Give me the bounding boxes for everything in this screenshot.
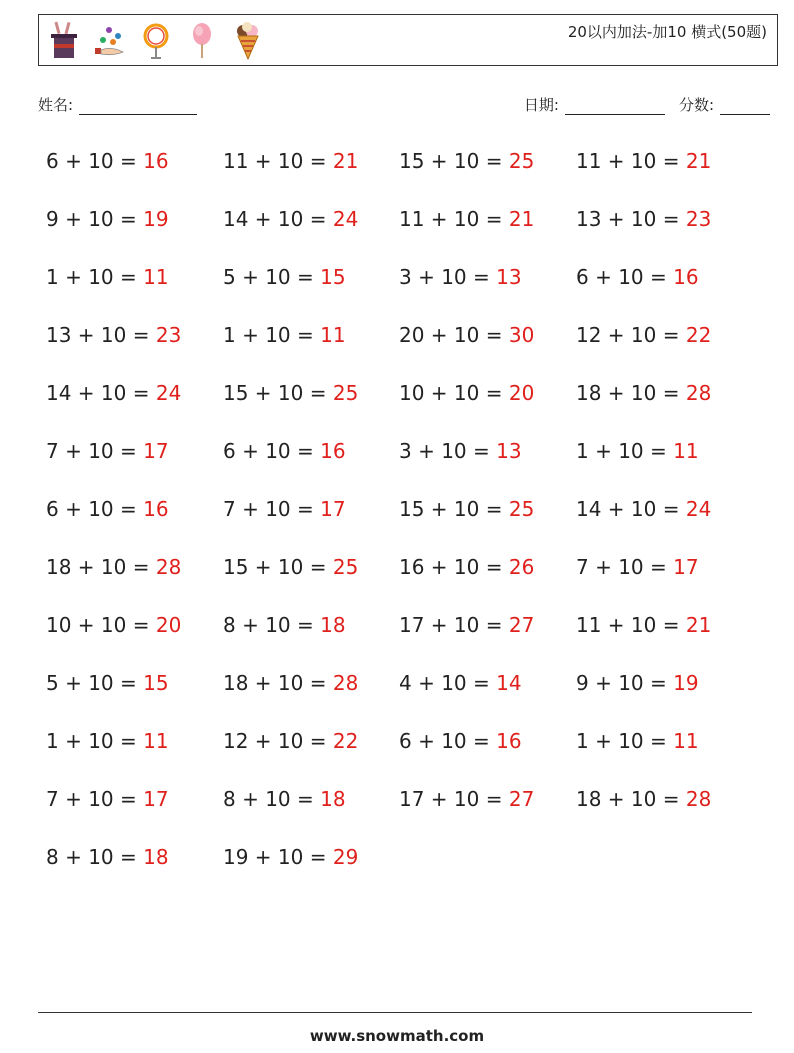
problem-answer: 26 (508, 555, 535, 579)
problem-item (399, 491, 534, 527)
date-score-fields (524, 94, 770, 115)
problem-item (223, 491, 346, 527)
problem-item (46, 375, 181, 411)
problem-item (576, 433, 699, 469)
problem-question: 17 + 10 = (399, 787, 509, 811)
problem-question: 17 + 10 = (399, 613, 509, 637)
problem-question: 7 + 10 = (576, 555, 674, 579)
problem-item (399, 201, 534, 237)
problem-question: 1 + 10 = (223, 323, 321, 347)
problem-answer: 17 (320, 497, 346, 521)
problem-question: 3 + 10 = (399, 265, 497, 289)
problem-question: 13 + 10 = (46, 323, 156, 347)
problem-answer: 29 (332, 845, 359, 869)
problem-row (46, 549, 766, 607)
problem-answer: 25 (508, 497, 535, 521)
fire-ring-icon (139, 20, 173, 62)
problem-answer: 13 (496, 265, 522, 289)
problem-item (46, 665, 169, 701)
problem-question: 4 + 10 = (399, 671, 497, 695)
problem-answer: 28 (685, 381, 712, 405)
problem-item (46, 491, 169, 527)
problem-item (46, 549, 181, 585)
problem-question: 14 + 10 = (223, 207, 333, 231)
problem-question: 3 + 10 = (399, 439, 497, 463)
problem-answer: 21 (332, 149, 359, 173)
name-blank-line (79, 98, 197, 115)
problem-item (399, 665, 522, 701)
problem-answer: 11 (673, 439, 699, 463)
problem-answer: 15 (320, 265, 346, 289)
problem-item (223, 665, 358, 701)
problem-item (399, 317, 534, 353)
problem-item (46, 607, 181, 643)
problem-item (46, 723, 169, 759)
problem-answer: 24 (685, 497, 712, 521)
problem-answer: 18 (320, 613, 346, 637)
problem-question: 5 + 10 = (223, 265, 321, 289)
problem-row (46, 491, 766, 549)
problem-answer: 27 (508, 613, 535, 637)
problem-answer: 25 (508, 149, 535, 173)
problem-question: 18 + 10 = (46, 555, 156, 579)
problem-row (46, 723, 766, 781)
problem-answer: 22 (685, 323, 712, 347)
problem-question: 19 + 10 = (223, 845, 333, 869)
problem-question: 7 + 10 = (46, 787, 144, 811)
problem-question: 1 + 10 = (46, 265, 144, 289)
cotton-candy-icon (185, 20, 219, 62)
problem-item (223, 781, 346, 817)
problem-answer: 28 (685, 787, 712, 811)
problem-row (46, 317, 766, 375)
problem-question: 7 + 10 = (46, 439, 144, 463)
problem-item (46, 781, 169, 817)
problem-row (46, 607, 766, 665)
problem-answer: 23 (155, 323, 182, 347)
problem-item (576, 375, 711, 411)
problem-item (223, 607, 346, 643)
problem-answer: 11 (143, 729, 169, 753)
problem-item (46, 201, 169, 237)
problem-item (399, 723, 522, 759)
problem-question: 8 + 10 = (46, 845, 144, 869)
problem-answer: 23 (685, 207, 712, 231)
problem-answer: 16 (673, 265, 699, 289)
problem-item (576, 201, 711, 237)
problem-item (46, 317, 181, 353)
problem-answer: 16 (143, 497, 169, 521)
problem-question: 6 + 10 = (223, 439, 321, 463)
problem-question: 9 + 10 = (46, 207, 144, 231)
problem-answer: 17 (673, 555, 699, 579)
problem-answer: 17 (143, 439, 169, 463)
problem-answer: 11 (673, 729, 699, 753)
problem-item (576, 143, 711, 179)
problem-question: 6 + 10 = (46, 149, 144, 173)
problem-question: 14 + 10 = (576, 497, 686, 521)
problem-item (576, 317, 711, 353)
worksheet-title: 20以内加法-加10 横式(50题) (567, 23, 767, 41)
problem-question: 11 + 10 = (576, 613, 686, 637)
problem-question: 6 + 10 = (576, 265, 674, 289)
problem-item (576, 491, 711, 527)
score-blank-line (720, 98, 770, 115)
problem-answer: 17 (143, 787, 169, 811)
problem-item (576, 607, 711, 643)
problem-item (576, 665, 699, 701)
problem-answer: 21 (508, 207, 535, 231)
problem-row (46, 665, 766, 723)
problem-question: 8 + 10 = (223, 613, 321, 637)
problem-question: 15 + 10 = (223, 555, 333, 579)
problem-answer: 30 (508, 323, 535, 347)
problem-answer: 19 (673, 671, 699, 695)
problem-answer: 22 (332, 729, 359, 753)
problem-question: 15 + 10 = (223, 381, 333, 405)
problem-item (399, 259, 522, 295)
problem-item (46, 143, 169, 179)
problem-answer: 21 (685, 149, 712, 173)
problem-question: 18 + 10 = (223, 671, 333, 695)
problem-answer: 13 (496, 439, 522, 463)
problem-item (576, 723, 699, 759)
problem-answer: 11 (320, 323, 346, 347)
worksheet-header (38, 14, 778, 66)
problem-question: 8 + 10 = (223, 787, 321, 811)
problem-question: 16 + 10 = (399, 555, 509, 579)
problem-item (223, 549, 358, 585)
problem-answer: 11 (143, 265, 169, 289)
problem-item (223, 723, 358, 759)
score-label: 分数: (678, 96, 714, 114)
problem-question: 14 + 10 = (46, 381, 156, 405)
problem-item (46, 433, 169, 469)
problem-answer: 18 (320, 787, 346, 811)
problem-item (399, 433, 522, 469)
problem-answer: 16 (143, 149, 169, 173)
problem-item (46, 839, 169, 875)
problem-question: 11 + 10 = (223, 149, 333, 173)
problem-answer: 16 (496, 729, 522, 753)
problem-item (223, 433, 346, 469)
footer-divider (38, 1012, 752, 1013)
problem-question: 10 + 10 = (46, 613, 156, 637)
problem-answer: 24 (332, 207, 359, 231)
problem-answer: 16 (320, 439, 346, 463)
problem-row (46, 781, 766, 839)
problem-question: 1 + 10 = (576, 439, 674, 463)
problem-answer: 18 (143, 845, 169, 869)
problem-item (399, 549, 534, 585)
problem-question: 12 + 10 = (223, 729, 333, 753)
magic-hat-icon (47, 20, 81, 62)
problem-item (223, 839, 358, 875)
problem-question: 6 + 10 = (399, 729, 497, 753)
problem-answer: 24 (155, 381, 182, 405)
problem-row (46, 201, 766, 259)
problem-answer: 20 (155, 613, 182, 637)
problem-item (223, 259, 346, 295)
name-label: 姓名: (38, 96, 74, 114)
problem-item (223, 375, 358, 411)
problem-question: 1 + 10 = (46, 729, 144, 753)
problem-item (223, 143, 358, 179)
problem-item (399, 143, 534, 179)
problem-question: 15 + 10 = (399, 497, 509, 521)
problem-item (46, 259, 169, 295)
problem-item (576, 781, 711, 817)
footer-website: www.snowmath.com (309, 1027, 485, 1045)
problem-row (46, 839, 766, 897)
problem-row (46, 143, 766, 201)
problem-item (223, 201, 358, 237)
problem-question: 18 + 10 = (576, 381, 686, 405)
problem-item (399, 607, 534, 643)
problem-row (46, 433, 766, 491)
problem-question: 12 + 10 = (576, 323, 686, 347)
problem-answer: 15 (143, 671, 169, 695)
problem-question: 11 + 10 = (399, 207, 509, 231)
problem-answer: 25 (332, 381, 359, 405)
problem-answer: 28 (332, 671, 359, 695)
problem-question: 9 + 10 = (576, 671, 674, 695)
problem-item (399, 781, 534, 817)
problem-question: 6 + 10 = (46, 497, 144, 521)
problem-answer: 25 (332, 555, 359, 579)
ice-cream-cone-icon (231, 20, 265, 62)
problem-answer: 19 (143, 207, 169, 231)
problem-row (46, 259, 766, 317)
date-label: 日期: (523, 96, 559, 114)
problem-question: 10 + 10 = (399, 381, 509, 405)
date-blank-line (565, 98, 665, 115)
problem-answer: 20 (508, 381, 535, 405)
problem-answer: 14 (496, 671, 522, 695)
problem-question: 1 + 10 = (576, 729, 674, 753)
juggling-hand-icon (93, 20, 127, 62)
problem-answer: 28 (155, 555, 182, 579)
problem-question: 15 + 10 = (399, 149, 509, 173)
problem-question: 11 + 10 = (576, 149, 686, 173)
problem-item (399, 375, 534, 411)
name-field (38, 94, 197, 115)
problem-row (46, 375, 766, 433)
problem-item (576, 549, 699, 585)
problem-answer: 21 (685, 613, 712, 637)
problem-question: 13 + 10 = (576, 207, 686, 231)
problem-item (223, 317, 346, 353)
problem-question: 18 + 10 = (576, 787, 686, 811)
problem-grid (46, 143, 766, 897)
problem-question: 7 + 10 = (223, 497, 321, 521)
problem-answer: 27 (508, 787, 535, 811)
problem-question: 20 + 10 = (399, 323, 509, 347)
header-icons (47, 19, 265, 63)
problem-item (576, 259, 699, 295)
problem-question: 5 + 10 = (46, 671, 144, 695)
